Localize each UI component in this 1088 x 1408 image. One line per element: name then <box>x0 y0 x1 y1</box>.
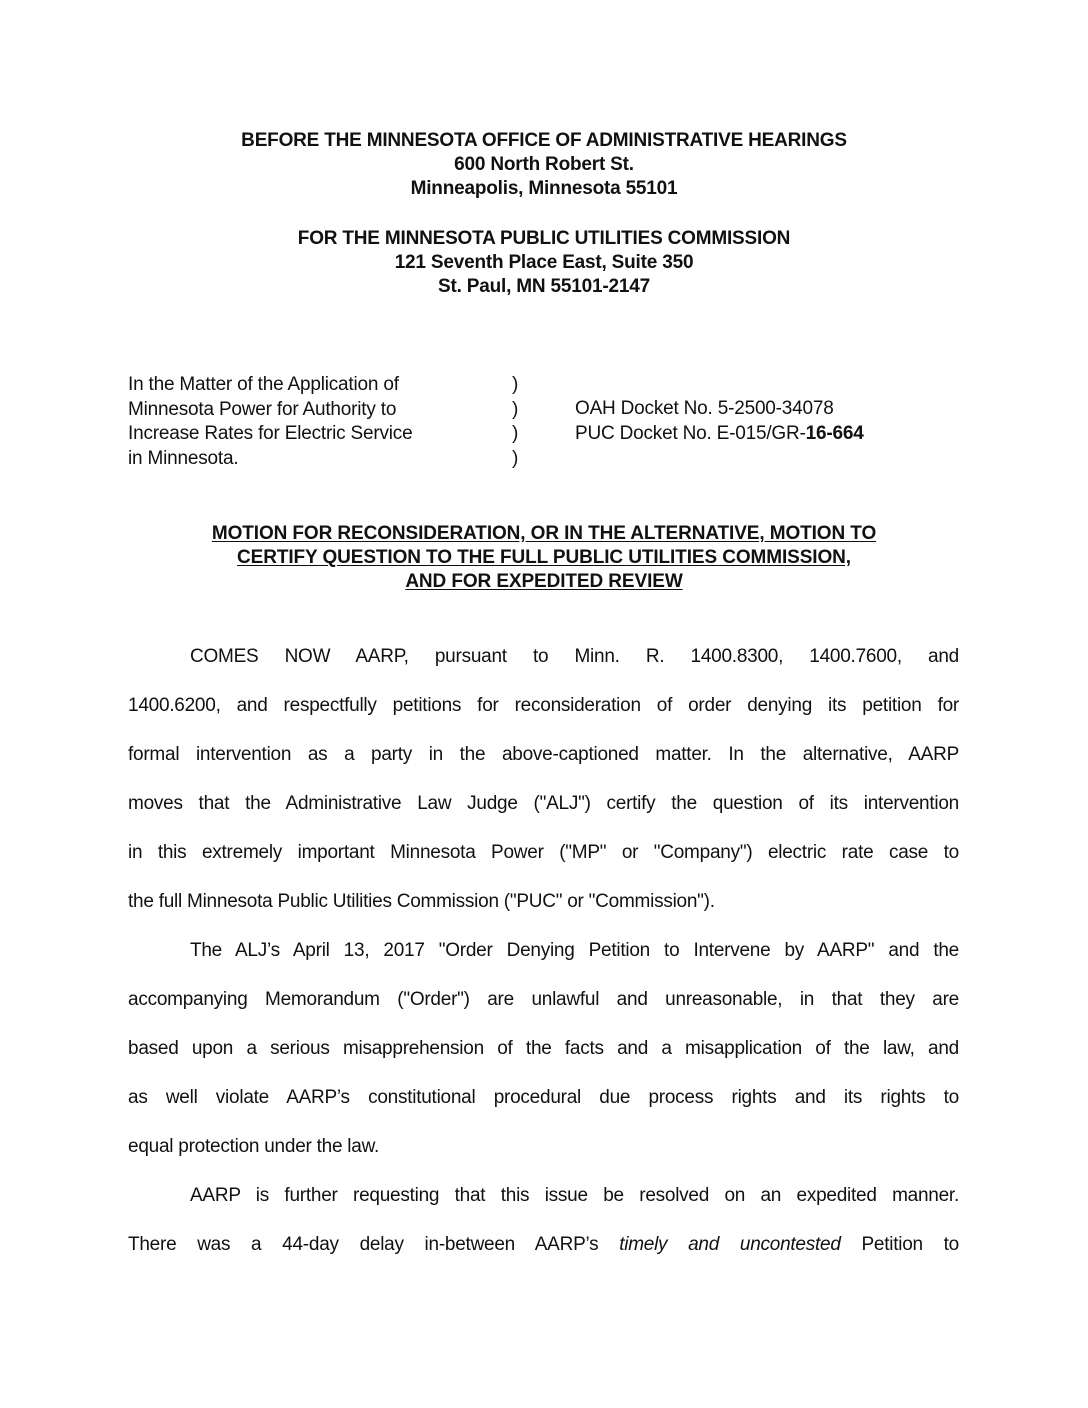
puc-city: St. Paul, MN 55101-2147 <box>438 276 650 297</box>
oah-title: BEFORE THE MINNESOTA OFFICE OF ADMINISTRATIVE HEARINGS <box>241 130 847 151</box>
matter-description <box>128 373 488 471</box>
motion-title-line: MOTION FOR RECONSIDERATION, OR IN THE ALTERNATIVE, MOTION TO <box>211 523 877 544</box>
body-text: There was a 44-day delay in-between AARP’s <box>128 1234 620 1255</box>
body-text: Petition to <box>840 1234 959 1255</box>
body-line: formal intervention as a party in the above-captioned matter. In the alternative, AARP <box>128 744 959 765</box>
matter-line: Increase Rates for Electric Service <box>128 423 413 444</box>
body-line: as well violate AARP’s constitutional procedural due process rights and its rights to <box>128 1087 959 1108</box>
caption-paren: ) <box>512 423 519 444</box>
caption-paren: ) <box>512 447 519 469</box>
body-line: in this extremely important Minnesota Power ("MP" or "Company") electric rate case to <box>128 842 959 863</box>
motion-title-line: CERTIFY QUESTION TO THE FULL PUBLIC UTILITIES COMMISSION, <box>237 547 851 568</box>
body-line: COMES NOW AARP, pursuant to Minn. R. 1400.8300, 1400.7600, and <box>190 646 959 667</box>
caption-parentheses <box>512 373 532 471</box>
puc-docket <box>575 422 995 447</box>
body-line: the full Minnesota Public Utilities Commission ("PUC" or "Commission"). <box>128 891 715 912</box>
puc-docket-number: 16-664 <box>805 422 864 444</box>
docket-numbers <box>575 397 995 446</box>
body-line: equal protection under the law. <box>128 1136 380 1157</box>
body-line: accompanying Memorandum ("Order") are unlawful and unreasonable, in that they are <box>128 989 959 1010</box>
body-line: AARP is further requesting that this issue be resolved on an expedited manner. <box>190 1185 959 1206</box>
puc-street: 121 Seventh Place East, Suite 350 <box>394 252 694 273</box>
matter-line: Minnesota Power for Authority to <box>128 398 397 420</box>
body-line <box>128 1233 959 1257</box>
matter-line: in Minnesota. <box>128 447 239 469</box>
body-line: The ALJ’s April 13, 2017 "Order Denying Petition to Intervene by AARP" and the <box>190 940 959 961</box>
emphasis-text: timely and uncontested <box>619 1234 841 1255</box>
oah-docket: OAH Docket No. 5-2500-34078 <box>575 398 834 419</box>
motion-title-line: AND FOR EXPEDITED REVIEW <box>405 571 683 592</box>
caption-paren: ) <box>512 374 519 395</box>
puc-title: FOR THE MINNESOTA PUBLIC UTILITIES COMMISSION <box>297 228 791 249</box>
puc-docket-prefix: PUC Docket No. E-015/GR- <box>575 422 806 444</box>
oah-city: Minneapolis, Minnesota 55101 <box>410 178 678 199</box>
oah-street: 600 North Robert St. <box>454 154 634 175</box>
caption-paren: ) <box>512 398 519 420</box>
body-line: based upon a serious misapprehension of the facts and a misapplication of the law, and <box>128 1038 959 1059</box>
body-line: moves that the Administrative Law Judge ("ALJ") certify the question of its intervention <box>128 793 959 814</box>
matter-line: In the Matter of the Application of <box>128 374 399 395</box>
body-line: 1400.6200, and respectfully petitions for reconsideration of order denying its petition for <box>128 695 959 716</box>
